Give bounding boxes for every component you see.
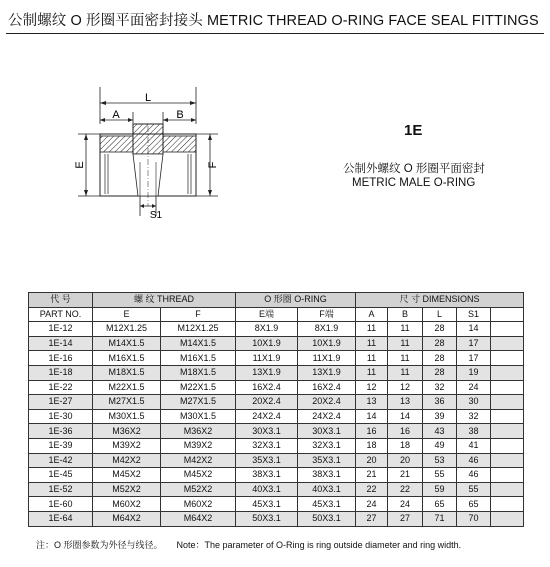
footnote-en: Note：The parameter of O-Ring is ring outside diameter and ring width. — [176, 540, 462, 550]
table-cell: M22X1.5 — [161, 380, 236, 395]
col-s1: S1 — [457, 307, 491, 322]
table-cell: 13 — [356, 395, 388, 410]
table-cell: 24X2.4 — [298, 409, 356, 424]
table-cell: 30X3.1 — [298, 424, 356, 439]
table-cell: 1E-42 — [29, 453, 93, 468]
table-row — [29, 322, 524, 337]
table-row — [29, 395, 524, 410]
table-cell: 59 — [423, 482, 457, 497]
table-cell: 27 — [356, 511, 388, 526]
table-cell: 1E-45 — [29, 468, 93, 483]
table-row — [29, 409, 524, 424]
table-cell: 41 — [457, 438, 491, 453]
table-cell: 13X1.9 — [298, 365, 356, 380]
table-cell-blank — [491, 468, 524, 483]
col-thread-e: E — [93, 307, 161, 322]
table-cell: 65 — [423, 497, 457, 512]
table-cell: 1E-22 — [29, 380, 93, 395]
table-cell: 40X3.1 — [298, 482, 356, 497]
table-cell: M27X1.5 — [93, 395, 161, 410]
table-cell: 20X2.4 — [236, 395, 298, 410]
table-row — [29, 497, 524, 512]
col-oring-e: E端 — [236, 307, 298, 322]
table-cell: M60X2 — [93, 497, 161, 512]
table-cell: 11X1.9 — [236, 351, 298, 366]
table-cell-blank — [491, 395, 524, 410]
table-cell: 24 — [356, 497, 388, 512]
table-cell: 45X3.1 — [298, 497, 356, 512]
table-cell: 50X3.1 — [236, 511, 298, 526]
table-cell: M18X1.5 — [93, 365, 161, 380]
footnote-cn: 注：O 形圈参数为外径与线径。 — [36, 540, 163, 550]
table-cell-blank — [491, 511, 524, 526]
product-code: 1E — [404, 122, 423, 139]
table-row — [29, 468, 524, 483]
table-cell: 11X1.9 — [298, 351, 356, 366]
table-row — [29, 438, 524, 453]
table-cell: M45X2 — [161, 468, 236, 483]
table-cell: 65 — [457, 497, 491, 512]
label-b: B — [176, 109, 184, 121]
table-cell: 18 — [356, 438, 388, 453]
header-dimensions: 尺 寸 DIMENSIONS — [356, 293, 524, 308]
table-cell: M16X1.5 — [161, 351, 236, 366]
dimension-f — [196, 134, 219, 196]
label-f: F — [207, 161, 219, 169]
table-cell-blank — [491, 365, 524, 380]
table-cell: M52X2 — [93, 482, 161, 497]
table-cell: 24X2.4 — [236, 409, 298, 424]
col-b: B — [388, 307, 423, 322]
table-cell: M14X1.5 — [161, 336, 236, 351]
table-cell: 71 — [423, 511, 457, 526]
table-cell: 13 — [388, 395, 423, 410]
table-cell: 20X2.4 — [298, 395, 356, 410]
table-cell: 11 — [388, 336, 423, 351]
table-cell: M18X1.5 — [161, 365, 236, 380]
table-row — [29, 380, 524, 395]
table-cell: M30X1.5 — [161, 409, 236, 424]
header-row-2 — [29, 307, 524, 322]
table-cell: M45X2 — [93, 468, 161, 483]
col-blank — [491, 307, 524, 322]
table-cell: 1E-64 — [29, 511, 93, 526]
table-cell: 32 — [423, 380, 457, 395]
table-cell: 70 — [457, 511, 491, 526]
table-cell: 28 — [423, 351, 457, 366]
table-cell: M22X1.5 — [93, 380, 161, 395]
table-cell: 16 — [356, 424, 388, 439]
table-cell: 39 — [423, 409, 457, 424]
table-cell: 22 — [356, 482, 388, 497]
table-cell: 50X3.1 — [298, 511, 356, 526]
table-cell: 17 — [457, 351, 491, 366]
table-row — [29, 453, 524, 468]
table-cell: 8X1.9 — [298, 322, 356, 337]
dimensions-table — [28, 292, 524, 527]
table-row — [29, 511, 524, 526]
table-cell: 1E-52 — [29, 482, 93, 497]
table-cell: 12 — [356, 380, 388, 395]
header-oring: O 形圈 O-RING — [236, 293, 356, 308]
table-cell: 11 — [356, 322, 388, 337]
table-cell: 55 — [457, 482, 491, 497]
dimension-s1 — [140, 196, 163, 221]
table-cell: 49 — [423, 438, 457, 453]
table-cell: 11 — [356, 336, 388, 351]
table-cell: 20 — [388, 453, 423, 468]
table-cell: 14 — [457, 322, 491, 337]
table-cell: 14 — [388, 409, 423, 424]
table-cell: 32X3.1 — [298, 438, 356, 453]
table-cell-blank — [491, 424, 524, 439]
table-cell: 11 — [388, 365, 423, 380]
dimension-e — [74, 134, 100, 196]
table-cell: 45X3.1 — [236, 497, 298, 512]
table-cell: 16X2.4 — [236, 380, 298, 395]
table-cell: 8X1.9 — [236, 322, 298, 337]
table-cell: M42X2 — [161, 453, 236, 468]
table-cell: 1E-18 — [29, 365, 93, 380]
col-part-no: PART NO. — [29, 307, 93, 322]
table-cell: 1E-60 — [29, 497, 93, 512]
table-cell-blank — [491, 351, 524, 366]
table-cell: 10X1.9 — [298, 336, 356, 351]
table-cell: M12X1.25 — [161, 322, 236, 337]
fitting-body — [100, 124, 196, 206]
table-cell: 32X3.1 — [236, 438, 298, 453]
table-cell: 38 — [457, 424, 491, 439]
table-cell: M39X2 — [161, 438, 236, 453]
table-cell: M52X2 — [161, 482, 236, 497]
footnote — [36, 538, 461, 551]
table-cell: M14X1.5 — [93, 336, 161, 351]
table-cell: 16 — [388, 424, 423, 439]
table-cell: 28 — [423, 322, 457, 337]
table-cell: 1E-27 — [29, 395, 93, 410]
table-cell: 24 — [388, 497, 423, 512]
table-cell: 35X3.1 — [236, 453, 298, 468]
table-cell-blank — [491, 380, 524, 395]
table-cell-blank — [491, 336, 524, 351]
table-cell: 46 — [457, 468, 491, 483]
table-cell: M36X2 — [161, 424, 236, 439]
label-l: L — [144, 92, 152, 104]
table-cell: M30X1.5 — [93, 409, 161, 424]
dimension-b — [163, 109, 196, 127]
table-cell: 12 — [388, 380, 423, 395]
title-underline — [6, 33, 544, 34]
table-cell: 28 — [423, 365, 457, 380]
table-cell: 30X3.1 — [236, 424, 298, 439]
table-cell: 28 — [423, 336, 457, 351]
table-cell: 11 — [356, 351, 388, 366]
table-cell: 55 — [423, 468, 457, 483]
table-cell-blank — [491, 453, 524, 468]
table-cell: M42X2 — [93, 453, 161, 468]
header-dai: 代 号 — [29, 293, 93, 308]
label-a: A — [112, 109, 120, 121]
table-cell-blank — [491, 438, 524, 453]
fitting-drawing — [60, 82, 260, 232]
table-cell: 1E-16 — [29, 351, 93, 366]
table-row — [29, 424, 524, 439]
table-cell: 11 — [388, 322, 423, 337]
table-cell: 35X3.1 — [298, 453, 356, 468]
table-row — [29, 351, 524, 366]
table-cell: 17 — [457, 336, 491, 351]
table-cell: 11 — [388, 351, 423, 366]
table-cell: 32 — [457, 409, 491, 424]
table-cell: 1E-12 — [29, 322, 93, 337]
page-title: 公制螺纹 O 形圈平面密封接头 METRIC THREAD O-RING FACE SEAL FITTINGS — [8, 13, 539, 29]
table-cell-blank — [491, 482, 524, 497]
table-cell: 53 — [423, 453, 457, 468]
label-e: E — [74, 161, 86, 169]
header-thread: 螺 纹 THREAD — [93, 293, 236, 308]
table-row — [29, 336, 524, 351]
table-cell: M16X1.5 — [93, 351, 161, 366]
table-cell: 30 — [457, 395, 491, 410]
col-oring-f: F端 — [298, 307, 356, 322]
table-cell: 19 — [457, 365, 491, 380]
table-cell: M64X2 — [161, 511, 236, 526]
table-cell: 38X3.1 — [236, 468, 298, 483]
table-cell: 27 — [388, 511, 423, 526]
table-cell: 46 — [457, 453, 491, 468]
table-cell: 21 — [388, 468, 423, 483]
table-cell-blank — [491, 322, 524, 337]
table-cell: 40X3.1 — [236, 482, 298, 497]
table-cell: 20 — [356, 453, 388, 468]
col-thread-f: F — [161, 307, 236, 322]
table-cell: M27X1.5 — [161, 395, 236, 410]
col-l: L — [423, 307, 457, 322]
dimension-a — [100, 109, 133, 127]
table-cell: M12X1.25 — [93, 322, 161, 337]
table-cell: 11 — [356, 365, 388, 380]
table-cell: 43 — [423, 424, 457, 439]
table-cell: M36X2 — [93, 424, 161, 439]
table-cell: 18 — [388, 438, 423, 453]
table-cell: 10X1.9 — [236, 336, 298, 351]
label-s1: S1 — [149, 210, 163, 221]
col-a: A — [356, 307, 388, 322]
table-cell-blank — [491, 409, 524, 424]
table-cell: 14 — [356, 409, 388, 424]
table-cell: M60X2 — [161, 497, 236, 512]
header-row-1 — [29, 293, 524, 308]
table-cell: 16X2.4 — [298, 380, 356, 395]
table-cell: 1E-36 — [29, 424, 93, 439]
table-cell: M39X2 — [93, 438, 161, 453]
table-cell: 38X3.1 — [298, 468, 356, 483]
table-cell: 1E-30 — [29, 409, 93, 424]
table-cell: 24 — [457, 380, 491, 395]
table-cell: 36 — [423, 395, 457, 410]
table-row — [29, 482, 524, 497]
table-cell: 22 — [388, 482, 423, 497]
table-cell: M64X2 — [93, 511, 161, 526]
product-name-en: METRIC MALE O-RING — [352, 177, 476, 189]
table-row — [29, 365, 524, 380]
table-cell-blank — [491, 497, 524, 512]
table-cell: 21 — [356, 468, 388, 483]
table-cell: 1E-39 — [29, 438, 93, 453]
product-name-cn: 公制外螺纹 O 形圈平面密封 — [343, 163, 485, 175]
table-cell: 1E-14 — [29, 336, 93, 351]
table-cell: 13X1.9 — [236, 365, 298, 380]
